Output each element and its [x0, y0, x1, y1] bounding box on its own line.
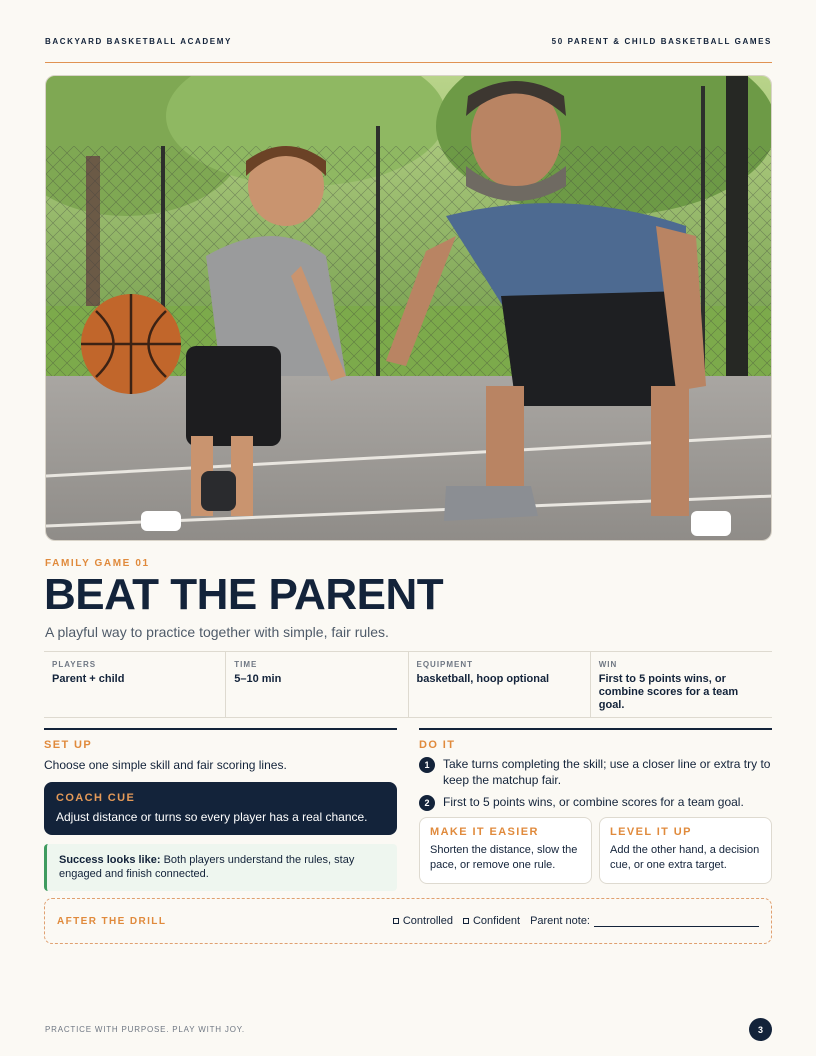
parent-child-basketball-illustration: [46, 76, 772, 541]
variation-cards: [419, 817, 772, 884]
card-text: Shorten the distance, slow the pace, or remove one rule.: [430, 844, 578, 871]
section-rule: [419, 728, 772, 730]
after-drill-heading: AFTER THE DRILL: [57, 915, 167, 927]
parent-note-line[interactable]: [594, 915, 759, 927]
setup-heading: SET UP: [44, 739, 93, 751]
meta-value: First to 5 points wins, or combine scores for a team goal.: [598, 673, 739, 711]
card-text: Add the other hand, a decision cue, or one extra target.: [610, 844, 760, 871]
success-label: Success looks like:: [59, 854, 161, 866]
meta-label: WIN: [598, 660, 618, 669]
brand-name: BACKYARD BASKETBALL ACADEMY: [45, 37, 232, 46]
card-heading: LEVEL IT UP: [610, 826, 692, 838]
book-title: 50 PARENT & CHILD BASKETBALL GAMES: [551, 37, 772, 46]
do-it-heading: DO IT: [419, 739, 456, 751]
game-kicker: FAMILY GAME 01: [45, 558, 150, 569]
footer-tagline: PRACTICE WITH PURPOSE. PLAY WITH JOY.: [45, 1025, 245, 1034]
option-label: Confident: [472, 915, 521, 927]
checkbox-icon[interactable]: [393, 918, 399, 924]
after-drill-checklist: [393, 915, 759, 927]
page-number-badge: 3: [749, 1018, 772, 1041]
level-it-up-card: [599, 817, 772, 884]
page-header: [45, 37, 772, 46]
coach-cue-heading: COACH CUE: [56, 792, 136, 804]
parent-note-label: Parent note:: [530, 915, 590, 927]
step-text: Take turns completing the skill; use a closer line or extra try to keep the matchup fair.: [443, 757, 771, 787]
make-it-easier-card: [419, 817, 592, 884]
page-title: BEAT THE PARENT: [44, 570, 444, 619]
meta-players: [44, 652, 225, 717]
step-number-badge: 2: [419, 795, 435, 811]
header-divider: [45, 62, 772, 63]
meta-win: [590, 652, 772, 717]
success-callout: [44, 844, 397, 891]
game-info-strip: [44, 651, 772, 718]
checkbox-icon[interactable]: [463, 918, 469, 924]
success-text: Both players understand the rules, stay engaged and finish connected.: [59, 854, 355, 880]
step-text: First to 5 points wins, or combine scores for a team goal.: [443, 795, 744, 809]
after-drill-box: [44, 898, 772, 944]
do-it-column: [419, 728, 772, 884]
meta-value: 5–10 min: [234, 673, 282, 685]
meta-time: [225, 652, 407, 717]
meta-label: EQUIPMENT: [416, 660, 474, 669]
meta-label: TIME: [234, 660, 258, 669]
controlled-option[interactable]: [393, 915, 453, 927]
page-subtitle: A playful way to practice together with simple, fair rules.: [45, 624, 389, 640]
step-number-badge: 1: [419, 757, 435, 773]
step-item: [419, 794, 772, 811]
hero-photo: [45, 75, 772, 541]
card-heading: MAKE IT EASIER: [430, 826, 539, 838]
steps-list: [419, 756, 772, 811]
step-item: [419, 756, 772, 788]
confident-option[interactable]: [463, 915, 520, 927]
meta-equipment: [408, 652, 590, 717]
setup-column: [44, 728, 397, 891]
section-rule: [44, 728, 397, 730]
option-label: Controlled: [402, 915, 453, 927]
coach-cue-text: Adjust distance or turns so every player has a real chance.: [56, 810, 368, 824]
setup-text: Choose one simple skill and fair scoring lines.: [44, 758, 287, 772]
meta-value: Parent + child: [52, 673, 125, 685]
meta-value: basketball, hoop optional: [416, 673, 550, 685]
meta-label: PLAYERS: [52, 660, 97, 669]
coach-cue-box: [44, 782, 397, 835]
